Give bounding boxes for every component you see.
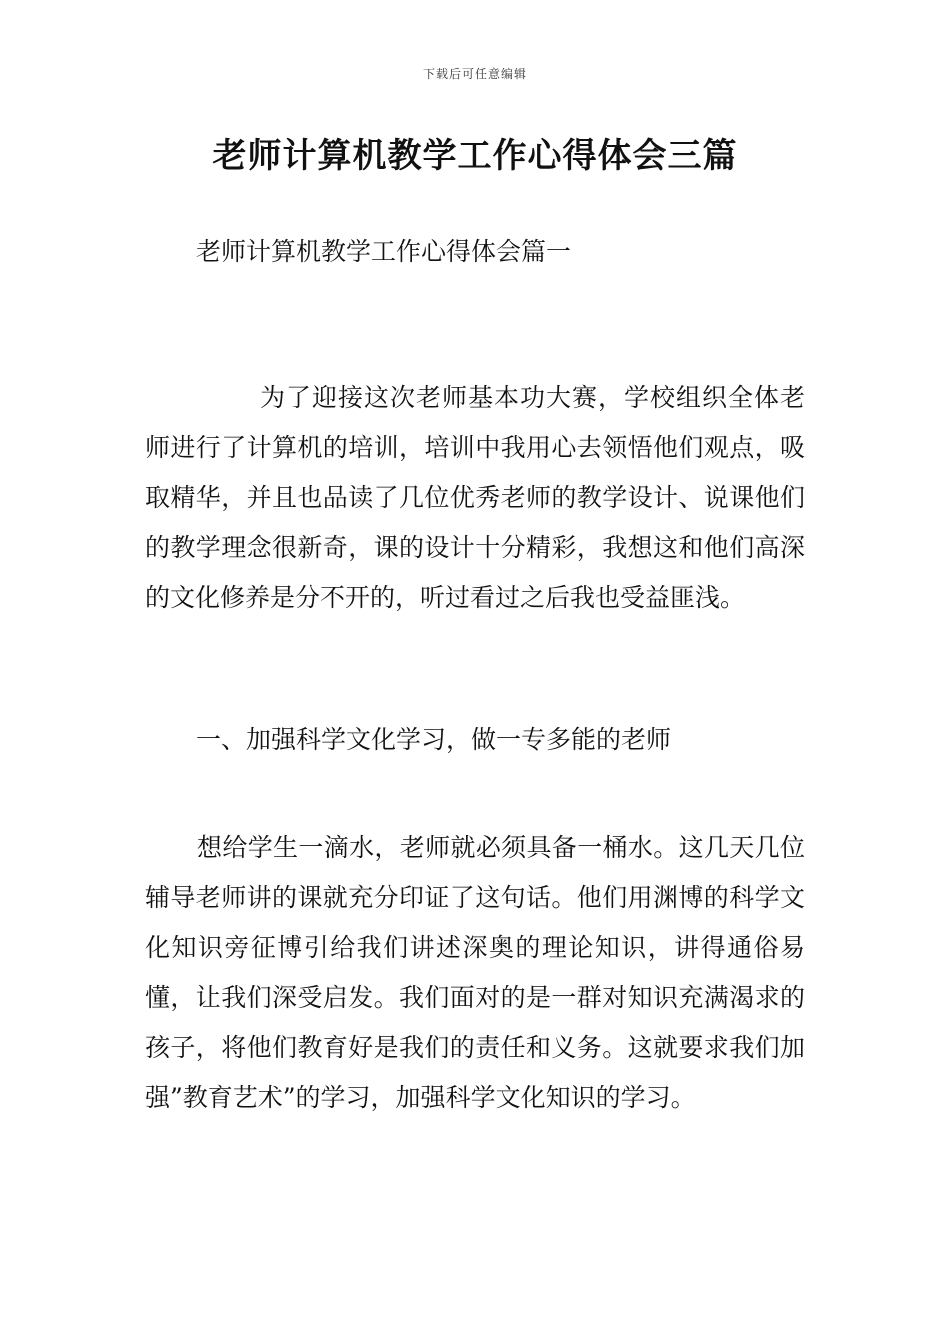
body-paragraph-1: 为了迎接这次老师基本功大赛，学校组织全体老师进行了计算机的培训，培训中我用心去领悟他们观点，吸取精华，并且也品读了几位优秀老师的教学设计、说课他们的教学理念很新奇，课的设计十分精彩，我想这和他们高深的文化修养是分不开的，听过看过之后我也受益匪浅。 <box>145 383 805 612</box>
body-paragraph-2: 想给学生一滴水，老师就必须具备一桶水。这几天几位辅导老师讲的课就充分印证了这句话。他们用渊博的科学文化知识旁征博引给我们讲述深奥的理论知识，讲得通俗易懂，让我们深受启发。我们面对的是一群对知识充满渴求的孩子，将他们教育好是我们的责任和义务。这就要求我们加强”教育艺术”的学习，加强科学文化知识的学习。 <box>145 833 805 1112</box>
article-subtitle: 老师计算机教学工作心得体会篇一 <box>196 237 572 266</box>
header-note: 下载后可任意编辑 <box>422 67 527 81</box>
page-title: 老师计算机教学工作心得体会三篇 <box>212 136 738 176</box>
section-heading: 一、加强科学文化学习，做一专多能的老师 <box>196 725 672 754</box>
